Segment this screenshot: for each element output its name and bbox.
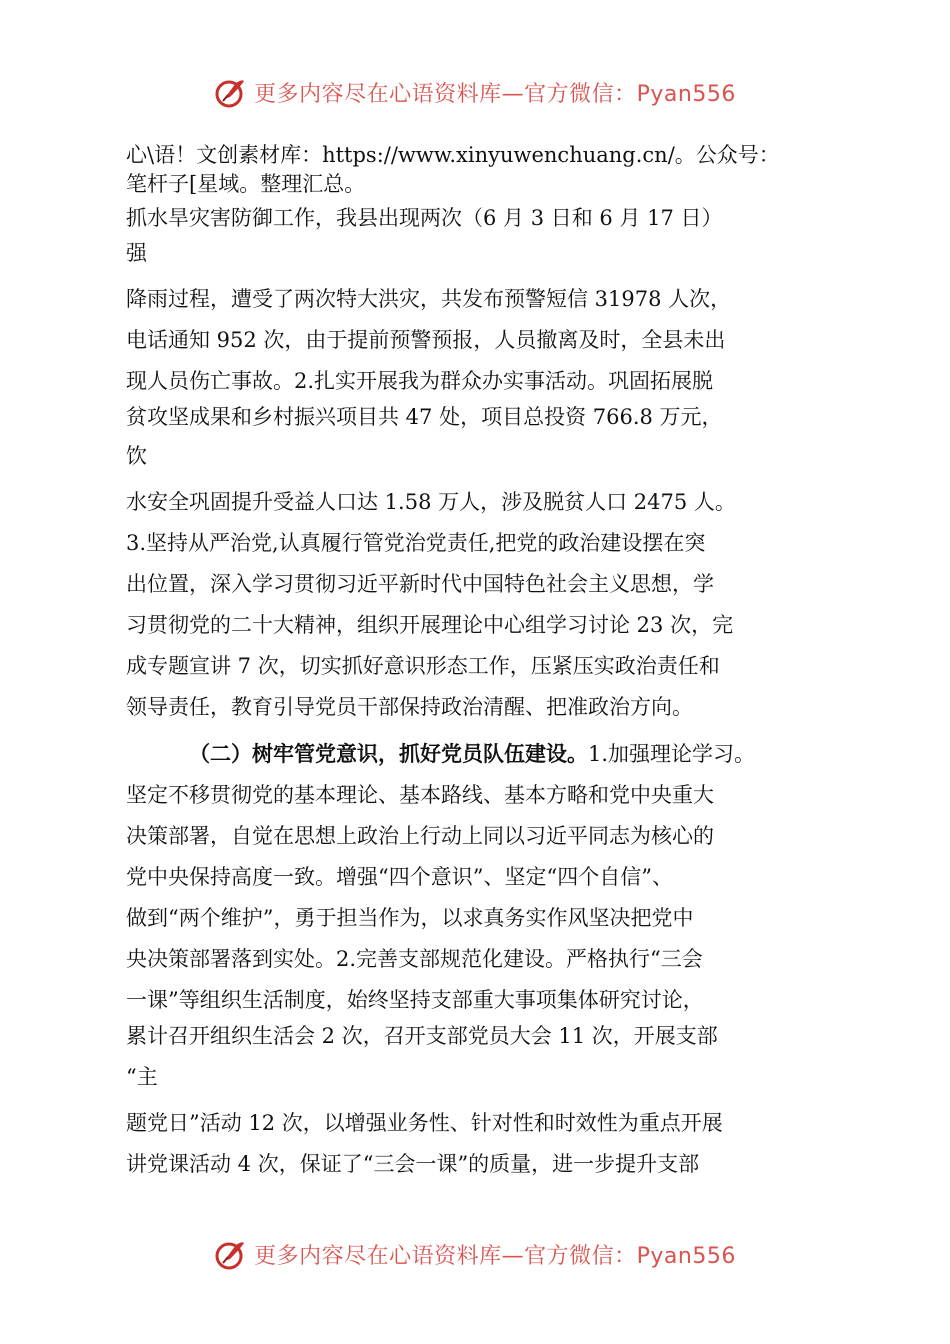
text-line: 强 xyxy=(126,241,147,265)
footer-banner xyxy=(0,1234,950,1274)
text-line: 心\语！文创素材库：https://www.xinyuwenchuang.cn/。公众号： xyxy=(126,143,780,167)
section-2-first-line xyxy=(126,734,846,775)
text-line: 领导责任，教育引导党员干部保持政治清醒、把准政治方向。 xyxy=(126,695,693,719)
text-line: 水安全巩固提升受益人口达 1.58 万人，涉及脱贫人口 2475 人。 xyxy=(126,490,736,514)
text-line: 党中央保持高度一致。增强“四个意识”、坚定“四个自信”、 xyxy=(126,865,673,889)
section-2-heading: （二）树牢管党意识，抓好党员队伍建设。 xyxy=(189,742,588,766)
document-body xyxy=(126,142,846,1185)
text-line: 坚定不移贯彻党的基本理论、基本路线、基本方略和党中央重大 xyxy=(126,783,714,807)
text-line: 做到“两个维护”，勇于担当作为，以求真务实作风坚决把党中 xyxy=(126,906,694,930)
text-line: 出位置，深入学习贯彻习近平新时代中国特色社会主义思想，学 xyxy=(126,572,714,596)
text-line: 现人员伤亡事故。2.扎实开展我为群众办实事活动。巩固拓展脱 xyxy=(126,369,714,393)
text-line: 央决策部署落到实处。2.完善支部规范化建设。严格执行“三会 xyxy=(126,947,703,971)
text-line: 习贯彻党的二十大精神，组织开展理论中心组学习讨论 23 次，完 xyxy=(126,613,734,637)
text-line: 降雨过程，遭受了两次特大洪灾，共发布预警短信 31978 人次， xyxy=(126,287,732,311)
text-line: 讲党课活动 4 次，保证了“三会一课”的质量，进一步提升支部 xyxy=(126,1152,700,1176)
text-line: 决策部署，自觉在思想上政治上行动上同以习近平同志为核心的 xyxy=(126,824,714,848)
text-line: 一课”等组织生活制度，始终坚持支部重大事项集体研究讨论， xyxy=(126,988,704,1012)
text-line: 笔杆子[星域。整理汇总。 xyxy=(126,172,366,196)
text-line: 贫攻坚成果和乡村振兴项目共 47 处，项目总投资 766.8 万元， xyxy=(126,405,723,429)
text-line: 题党日”活动 12 次，以增强业务性、针对性和时效性为重点开展 xyxy=(126,1111,723,1135)
banner-text: 更多内容尽在心语资料库—官方微信：Pyan556 xyxy=(254,81,736,107)
text-line: 电话通知 952 次，由于提前预警预报，人员撤离及时，全县未出 xyxy=(126,328,726,352)
header-banner xyxy=(0,72,950,112)
section-2-first-text: 1.加强理论学习。 xyxy=(588,742,756,766)
text-line: “主 xyxy=(126,1065,158,1089)
text-line: 累计召开组织生活会 2 次，召开支部党员大会 11 次，开展支部 xyxy=(126,1024,718,1048)
banner-text: 更多内容尽在心语资料库—官方微信：Pyan556 xyxy=(254,1243,736,1269)
text-line: 3.坚持从严治党,认真履行管党治党责任,把党的政治建设摆在突 xyxy=(126,531,706,555)
text-line: 饮 xyxy=(126,444,147,468)
text-line: 成专题宣讲 7 次，切实抓好意识形态工作，压紧压实政治责任和 xyxy=(126,654,720,678)
quill-logo-icon xyxy=(214,1237,248,1271)
text-line: 抓水旱灾害防御工作，我县出现两次（6 月 3 日和 6 月 17 日） xyxy=(126,206,723,230)
quill-logo-icon xyxy=(214,75,248,109)
